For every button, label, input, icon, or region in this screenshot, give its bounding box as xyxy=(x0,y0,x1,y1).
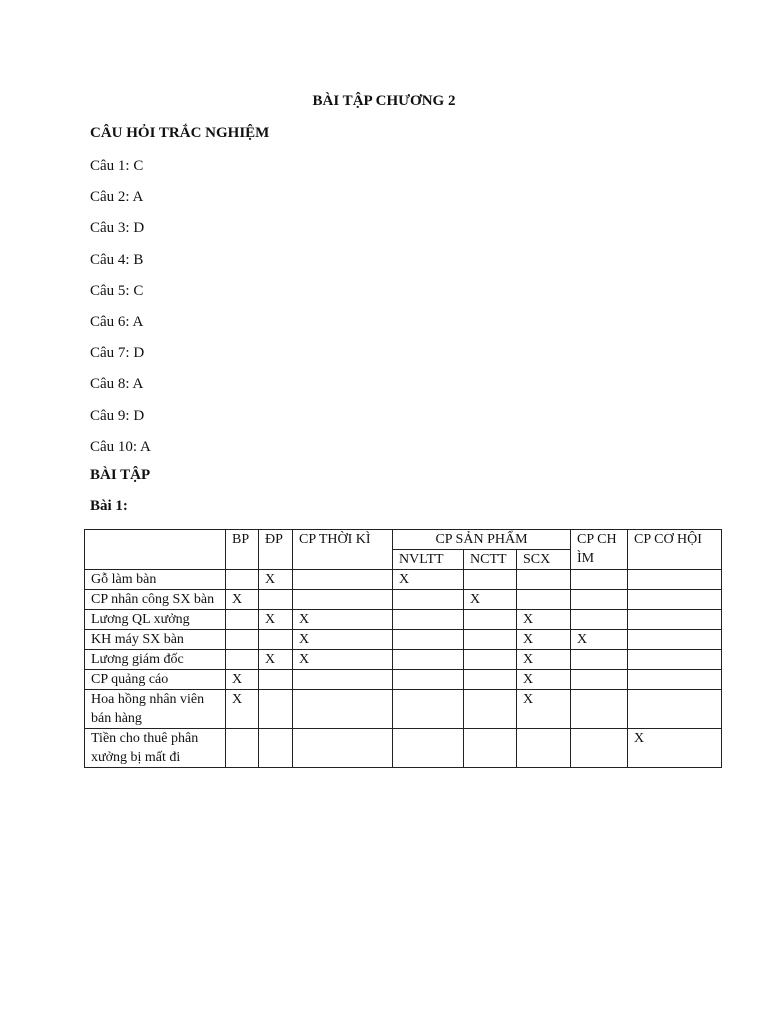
table-cell xyxy=(628,570,722,590)
answer-list xyxy=(90,156,151,468)
table-cell xyxy=(393,630,464,650)
table-header-cell: NVLTT xyxy=(393,550,464,570)
table-cell xyxy=(259,690,293,729)
table-cell xyxy=(517,590,571,610)
row-label-cell: Lương QL xưởng xyxy=(85,610,226,630)
table-cell xyxy=(571,670,628,690)
table-header-row xyxy=(85,530,722,550)
exercise-title: Bài 1: xyxy=(90,498,128,514)
table-header-cell: CP CƠ HỘI xyxy=(628,530,722,570)
answer-item: Câu 9: D xyxy=(90,407,145,424)
table-body xyxy=(85,570,722,768)
table-cell: X xyxy=(226,670,259,690)
table-row xyxy=(85,590,722,610)
table-cell xyxy=(226,610,259,630)
answer-item: Câu 4: B xyxy=(90,251,144,268)
row-label-cell: Hoa hồng nhân viên bán hàng xyxy=(85,690,226,729)
table-cell xyxy=(393,729,464,768)
row-label-cell: CP quảng cáo xyxy=(85,670,226,690)
table-header-cell xyxy=(85,530,226,570)
table-header-cell: CP THỜI KÌ xyxy=(293,530,393,570)
table-cell xyxy=(517,570,571,590)
table-cell xyxy=(464,670,517,690)
table-cell xyxy=(293,570,393,590)
table-cell: X xyxy=(517,650,571,670)
answer-item: Câu 1: C xyxy=(90,158,144,174)
row-label-cell: Tiền cho thuê phân xưởng bị mất đi xyxy=(85,729,226,768)
answer-item: Câu 3: D xyxy=(90,220,145,237)
table-cell: X xyxy=(517,610,571,630)
answer-item: Câu 5: C xyxy=(90,282,144,299)
table-cell xyxy=(464,690,517,729)
table-cell xyxy=(628,650,722,670)
table-cell xyxy=(393,690,464,729)
row-label-cell: KH máy SX bàn xyxy=(85,630,226,650)
table-cell xyxy=(393,670,464,690)
table-cell xyxy=(393,590,464,610)
table-cell xyxy=(628,630,722,650)
table-cell: X xyxy=(226,690,259,729)
table-cell: X xyxy=(293,610,393,630)
table-cell xyxy=(259,729,293,768)
table-header-cell: BP xyxy=(226,530,259,570)
table-row xyxy=(85,630,722,650)
table-row xyxy=(85,729,722,768)
table-row xyxy=(85,570,722,590)
table-cell xyxy=(293,729,393,768)
answer-item: Câu 8: A xyxy=(90,376,144,393)
table-cell xyxy=(464,630,517,650)
answer-item: Câu 10: A xyxy=(90,438,151,455)
table-cell: X xyxy=(293,630,393,650)
table-header-cell: CP SẢN PHẨM xyxy=(393,530,571,550)
table-row xyxy=(85,690,722,729)
section-heading-exercises: BÀI TẬP xyxy=(90,467,151,483)
table-cell: X xyxy=(259,570,293,590)
table-cell: X xyxy=(259,650,293,670)
table-cell xyxy=(293,690,393,729)
table-cell xyxy=(628,690,722,729)
table-cell xyxy=(259,670,293,690)
table-cell xyxy=(293,670,393,690)
page-title: BÀI TẬP CHƯƠNG 2 xyxy=(312,93,456,109)
table-header-cell: NCTT xyxy=(464,550,517,570)
table-cell: X xyxy=(628,729,722,768)
table-cell xyxy=(226,630,259,650)
row-label-cell: Lương giám đốc xyxy=(85,650,226,670)
table-cell xyxy=(226,729,259,768)
table-cell xyxy=(571,570,628,590)
row-label-cell: Gỗ làm bàn xyxy=(85,570,226,590)
table-cell xyxy=(517,729,571,768)
table-cell: X xyxy=(259,610,293,630)
table-cell xyxy=(259,630,293,650)
table-cell xyxy=(571,690,628,729)
table-cell: X xyxy=(571,630,628,650)
table-header-cell: CP CHÌM xyxy=(571,530,628,570)
answer-item: Câu 6: A xyxy=(90,313,144,330)
table-cell: X xyxy=(517,630,571,650)
table-cell: X xyxy=(293,650,393,670)
table-row xyxy=(85,650,722,670)
cost-classification-table xyxy=(84,529,722,768)
table-cell: X xyxy=(393,570,464,590)
table-cell xyxy=(464,650,517,670)
table-cell: X xyxy=(464,590,517,610)
table-cell xyxy=(571,729,628,768)
table-cell xyxy=(293,590,393,610)
table-cell xyxy=(571,650,628,670)
table-cell xyxy=(628,610,722,630)
table-cell xyxy=(259,590,293,610)
table-cell xyxy=(464,729,517,768)
table-row xyxy=(85,670,722,690)
table-cell xyxy=(393,650,464,670)
answer-item: Câu 2: A xyxy=(90,189,144,206)
table-cell xyxy=(226,650,259,670)
section-heading-multiple-choice: CÂU HỎI TRẮC NGHIỆM xyxy=(90,125,270,141)
table-cell xyxy=(571,590,628,610)
table-cell xyxy=(226,570,259,590)
table-row xyxy=(85,610,722,630)
table-cell xyxy=(628,670,722,690)
table-cell xyxy=(393,610,464,630)
table-cell xyxy=(464,570,517,590)
table-cell xyxy=(571,610,628,630)
table-cell xyxy=(628,590,722,610)
table-header-cell: ĐP xyxy=(259,530,293,570)
table-cell: X xyxy=(517,690,571,729)
table-cell: X xyxy=(517,670,571,690)
table-cell xyxy=(464,610,517,630)
table-header-cell: SCX xyxy=(517,550,571,570)
row-label-cell: CP nhân công SX bàn xyxy=(85,590,226,610)
answer-item: Câu 7: D xyxy=(90,345,145,362)
table-cell: X xyxy=(226,590,259,610)
